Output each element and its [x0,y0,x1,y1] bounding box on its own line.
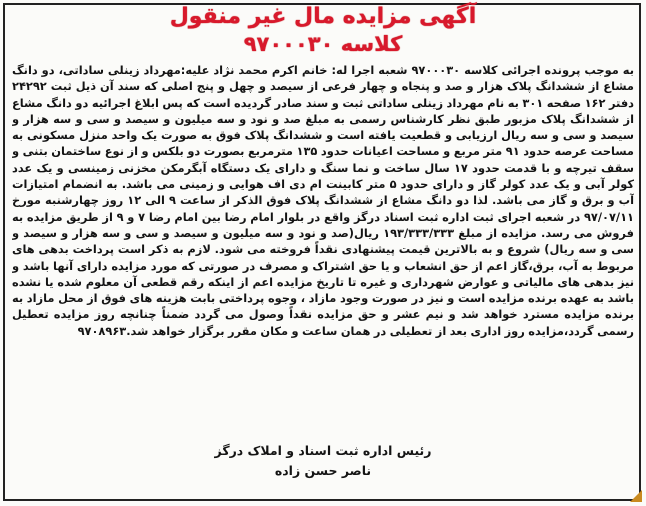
signature-name: ناصر حسن زاده [274,463,372,478]
page-corner-decoration [630,490,642,502]
notice-body-text: به موجب پرونده اجرائی کلاسه ۹۷۰۰۰۳۰ شعبه اجرا له: خانم اکرم محمد نژاد علیه:مهرداد زینلی ساداتی، دو دانگ مشاع از ششدانگ پلاک هزار و صد و پنجاه و چهار فرعی از سیصد و چهل و پنج اصلی که سند آن ذیل ثبت ۲۴۲۹۲ دفتر ۱۶۲ صفحه ۳۰۱ به نام مهرداد زینلی ساداتی ثبت و سند صادر گردیده است که پس ابلاغ اجرائیه دو دانگ مشاع از ششدانگ پلاک مزبور طبق نظر کارشناس رسمی به مبلغ صد و نود و سه میلیون و سیصد و سی و سه هزار و سیصد و سی و سه ریال ارزیابی و قطعیت یافته است و ششدانگ پلاک فوق به صورت یک واحد منزل مسکونی به مساحت عرصه حدود ۹۱ متر مربع و مساحت اعیانات حدود ۱۳۵ مترمربع بصورت دو بلکس و از نوع ساختمان بتنی و سقف تیرچه و با قدمت حدود ۱۷ سال ساخت و نما سنگ و دارای یک دستگاه آبگرمکن مخزنی زمینسی و یک عدد کولر آبی و یک عدد کولر گاز و دارای حدود ۵ متر کابینت ام دی اف هوایی و زمینی می باشد. به انضمام امتیازات آب و برق و گاز می باشد. لذا دو دانگ مشاع از ششدانگ پلاک فوق الذکر از ساعت ۹ الی ۱۲ روز چهارشنبه مورخ ۹۷/۰۷/۱۱ در شعبه اجرای ثبت اداره ثبت اسناد درگز واقع در بلوار امام رضا بین امام رضا ۷ و ۹ از طریق مزایده به فروش می رسد. مزایده از مبلغ ۱۹۳/۳۳۳/۳۳۳ ریال(صد و نود و سه میلیون و سیصد و سی و سه هزار و سیصد و سی و سه ریال) شروع و به بالاترین قیمت پیشنهادی نقداً فروخته می شود. لازم به ذکر است پرداخت بدهی های مربوط به آب، برق،گاز اعم از حق انشعاب و یا حق اشتراک و مصرف در صورتی که مورد مزایده دارای آنها باشد و نیز بدهی های مالیاتی و عوارض شهرداری و غیره تا تاریخ مزایده اعم از اینکه رقم قطعی آن معلوم شده یا نشده باشد به عهده برنده مزایده است و نیز در صورت وجود مازاد ، وجوه پرداختی بابت هزینه های فوق از محل مازاد به برنده مزایده مسترد خواهد شد و نیم عشر و حق مزایده نقداً وصول می گردد ضمناً چنانچه روز مزایده تعطیل رسمی گردد،مزایده روز اداری بعد از تعطیلی در همان ساعت و مکان مقرر برگزار خواهد شد.۹۷۰۸۹۶۳ [12,63,634,338]
notice-title: آگهی مزایده مال غیر منقول [169,4,477,29]
case-number-title: کلاسه ۹۷۰۰۰۳۰ [243,32,403,56]
signature-office: رئیس اداره ثبت اسناد و املاک درگز [214,443,432,458]
